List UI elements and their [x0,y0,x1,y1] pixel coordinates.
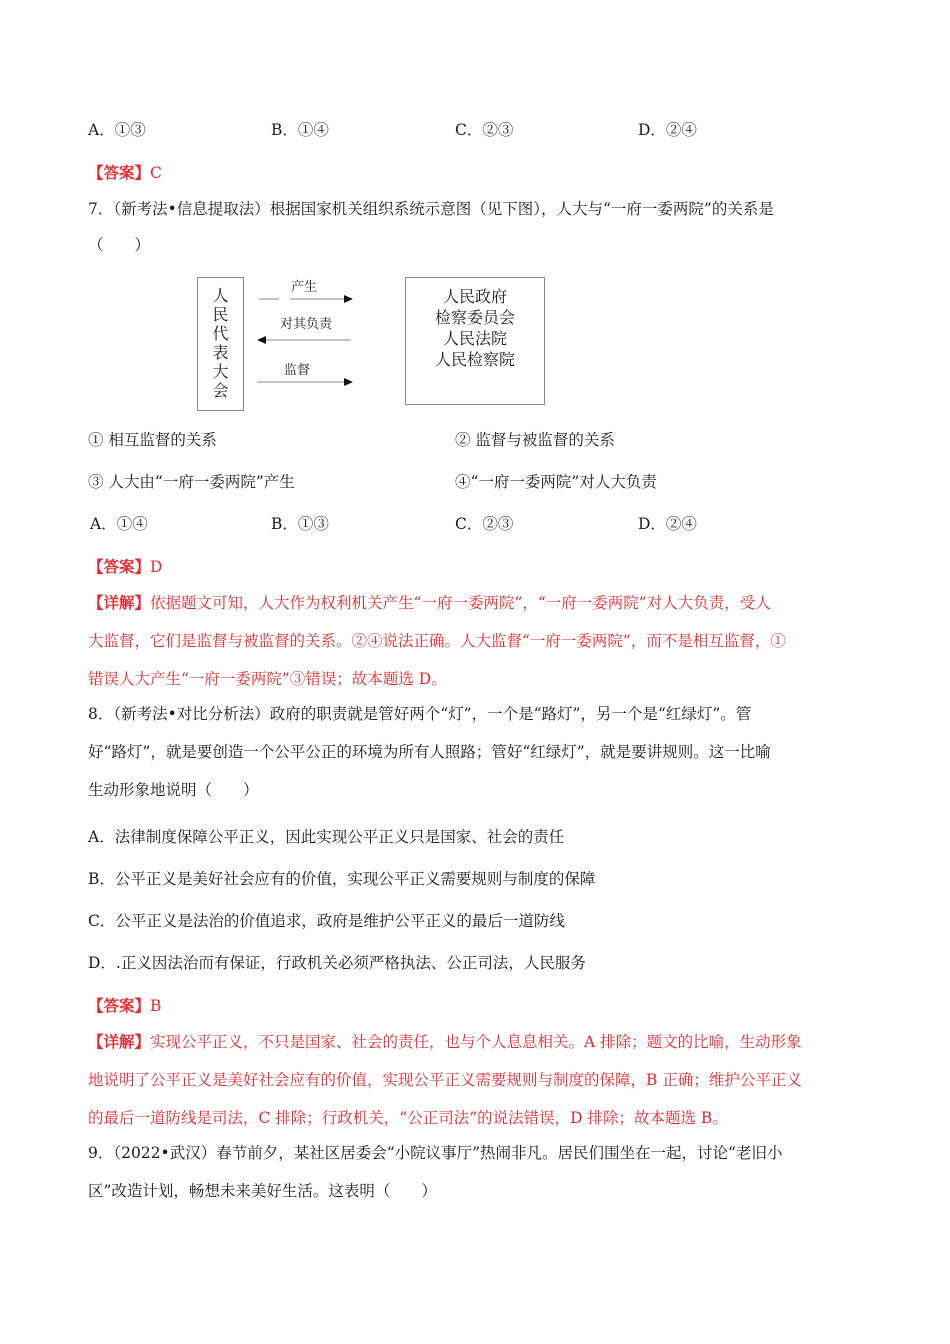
detail-tag: 【详解】 [88,1032,151,1051]
q8-detail-line3: 的最后一道防线是司法，C 排除；行政机关，“公正司法”的说法错误，D 排除；故本题选 B。 [88,1109,728,1127]
q8-detail-line1 [88,1030,802,1052]
answer-value: B [150,997,162,1015]
organ-government: 人民政府 [442,287,507,306]
q7-statement-3: ③ 人大由“一府一委两院”产生 [88,473,295,491]
detail-text: 实现公平正义，不只是国家、社会的责任，也与个人息息相关。A 排除；题文的比喻，生动形象 [150,1033,802,1051]
q8-stem-line1: 8．（新考法•对比分析法）政府的职责就是管好两个“灯”，一个是“路灯”，另一个是“红绿灯”。管 [88,705,752,723]
q8-option-b: B．公平正义是美好社会应有的价值，实现公平正义需要规则与制度的保障 [88,870,596,888]
arrow-produce [259,295,353,303]
q8-option-d: D．.正义因法治而有保证，行政机关必须严格执法、公正司法，人民服务 [88,954,586,972]
answer-value: D [150,558,163,576]
organ-procuratorate: 人民检察院 [434,350,515,369]
npc-char: 大 [212,362,229,381]
organ-supervision-commission: 检察委员会 [434,308,515,327]
q7-option-b: B．①③ [271,515,329,533]
q7-detail-line1 [88,591,771,613]
detail-text: 依据题文可知，人大作为权利机关产生“一府一委两院”，“一府一委两院”对人大负责，受人 [150,594,771,612]
q7-answer [88,555,162,577]
q6-option-c: C．②③ [455,121,514,139]
organ-court: 人民法院 [442,329,507,348]
q8-stem-line3: 生动形象地说明（ ） [88,781,259,799]
q9-stem-line1: 9．（2022•武汉）春节前夕，某社区居委会“小院议事厅”热闹非凡。居民们围坐在一起，讨论“老旧小 [88,1144,783,1162]
arrow-label-produce: 产生 [291,280,318,295]
arrow-supervise [257,378,353,386]
q8-answer [88,994,161,1016]
q7-statement-1: ① 相互监督的关系 [88,431,217,449]
arrow-label-responsible: 对其负责 [280,317,333,332]
q8-option-a: A．法律制度保障公平正义，因此实现公平正义只是国家、社会的责任 [88,828,565,846]
q7-detail-line3: 错误人大产生“一府一委两院”③错误；故本题选 D。 [88,670,447,688]
npc-char: 会 [212,381,229,400]
npc-char: 民 [212,305,229,324]
q7-statement-2: ② 监督与被监督的关系 [455,431,615,449]
q7-option-c: C．②③ [455,515,514,533]
q7-option-d: D．②④ [638,515,697,533]
q7-stem-line1: 7．（新考法•信息提取法）根据国家机关组织系统示意图（见下图），人大与“一府一委两院”的关系是 [88,200,774,218]
answer-tag: 【答案】 [88,557,151,576]
q8-option-c: C．公平正义是法治的价值追求，政府是维护公平正义的最后一道防线 [88,912,565,930]
answer-tag: 【答案】 [88,163,151,182]
answer-tag: 【答案】 [88,996,151,1015]
q8-stem-line2: 好“路灯”，就是要创造一个公平公正的环境为所有人照路；管好“红绿灯”，就是要讲规则。这一比喻 [88,743,771,761]
npc-char: 表 [212,343,229,362]
q6-option-b: B．①④ [271,121,329,139]
answer-value: C [150,164,162,182]
npc-char: 人 [212,286,229,305]
q7-detail-line2: 大监督，它们是监督与被监督的关系。②④说法正确。人大监督“一府一委两院”，而不是相互监督，① [88,632,786,650]
arrow-responsible [257,336,351,344]
npc-char: 代 [212,324,229,343]
q6-option-d: D．②④ [638,121,697,139]
q7-option-a: A．①④ [90,515,148,533]
detail-tag: 【详解】 [88,593,151,612]
q7-statement-4: ④“一府一委两院”对人大负责 [455,473,657,491]
arrow-label-supervise: 监督 [284,363,311,378]
q9-stem-line2: 区”改造计划，畅想未来美好生活。这表明（ ） [88,1182,437,1200]
q6-option-a: A．①③ [88,121,146,139]
q8-detail-line2: 地说明了公平正义是美好社会应有的价值，实现公平正义需要规则与制度的保障，B 正确；维护公平正义 [88,1071,802,1089]
q7-stem-line2: （ ） [88,236,151,254]
